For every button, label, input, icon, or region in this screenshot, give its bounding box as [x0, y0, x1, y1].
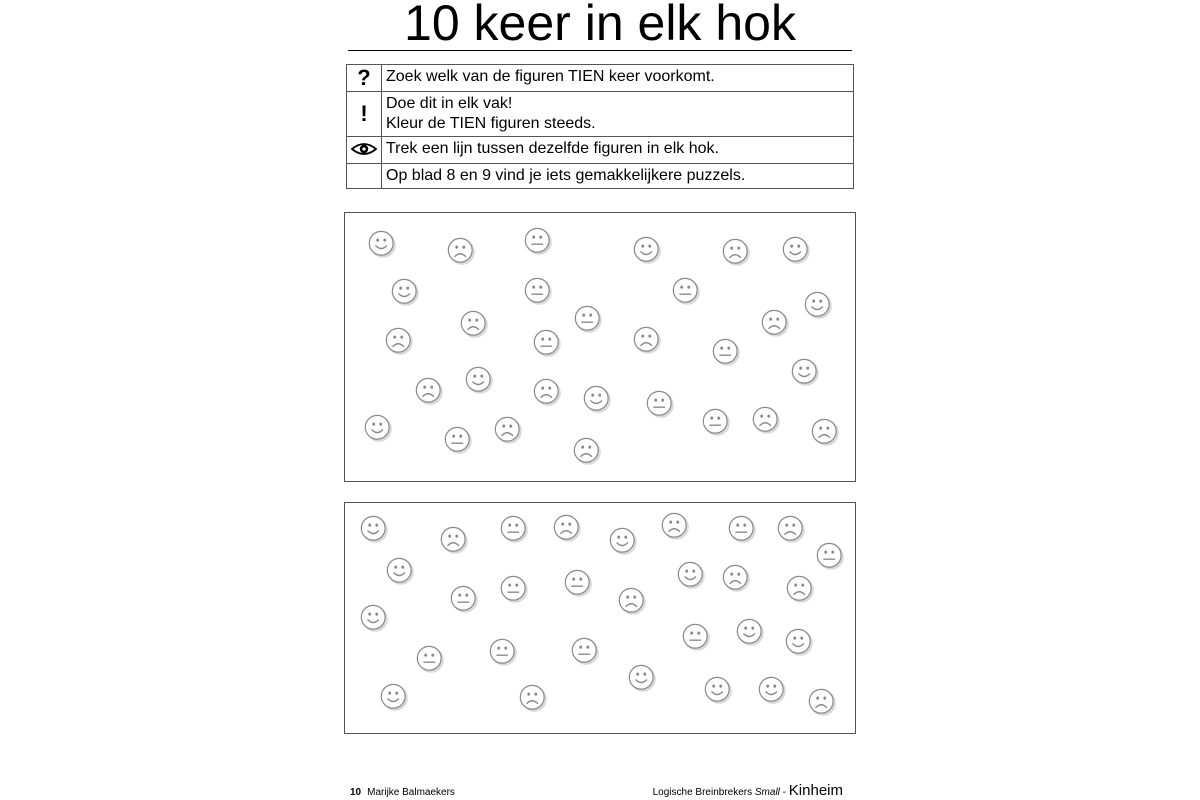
- instruction-row-eye: [347, 137, 854, 164]
- neutral-face-icon[interactable]: [702, 408, 732, 438]
- smile-face-icon[interactable]: [368, 230, 398, 260]
- smile-face-icon[interactable]: [360, 515, 390, 545]
- smile-face-icon[interactable]: [804, 291, 834, 321]
- instruction-row-question: [347, 65, 854, 92]
- puzzle-box-2[interactable]: [344, 502, 856, 734]
- smile-face-icon[interactable]: [380, 683, 410, 713]
- sad-face-icon[interactable]: [811, 418, 841, 448]
- sad-face-icon[interactable]: [447, 237, 477, 267]
- empty-cell: [347, 164, 382, 189]
- instructions-table: [346, 64, 854, 189]
- sad-face-icon[interactable]: [440, 526, 470, 556]
- sad-face-icon[interactable]: [533, 378, 563, 408]
- sad-face-icon[interactable]: [661, 512, 691, 542]
- instruction-row-exclamation: [347, 92, 854, 137]
- exclamation-mark-icon: !: [347, 92, 382, 137]
- sad-face-icon[interactable]: [777, 515, 807, 545]
- series-title: Logische Breinbrekers: [652, 787, 755, 798]
- series-title-italic: Small: [754, 787, 780, 798]
- smile-face-icon[interactable]: [677, 561, 707, 591]
- smile-face-icon[interactable]: [736, 618, 766, 648]
- page-number: 10: [350, 787, 362, 798]
- neutral-face-icon[interactable]: [416, 645, 446, 675]
- smile-face-icon[interactable]: [360, 604, 390, 634]
- neutral-face-icon[interactable]: [571, 637, 601, 667]
- smile-face-icon[interactable]: [465, 366, 495, 396]
- smile-face-icon[interactable]: [386, 557, 416, 587]
- smile-face-icon[interactable]: [758, 676, 788, 706]
- smile-face-icon[interactable]: [633, 236, 663, 266]
- sad-face-icon[interactable]: [618, 587, 648, 617]
- sad-face-icon[interactable]: [460, 310, 490, 340]
- neutral-face-icon[interactable]: [672, 277, 702, 307]
- neutral-face-icon[interactable]: [489, 638, 519, 668]
- instruction-text: Zoek welk van de figuren TIEN keer voorkomt.: [382, 65, 854, 92]
- eye-icon: [347, 137, 382, 164]
- neutral-face-icon[interactable]: [574, 305, 604, 335]
- neutral-face-icon[interactable]: [712, 338, 742, 368]
- neutral-face-icon[interactable]: [500, 515, 530, 545]
- smile-face-icon[interactable]: [791, 358, 821, 388]
- neutral-face-icon[interactable]: [444, 426, 474, 456]
- neutral-face-icon[interactable]: [450, 585, 480, 615]
- sad-face-icon[interactable]: [553, 514, 583, 544]
- smile-face-icon[interactable]: [391, 278, 421, 308]
- instruction-row-note: [347, 164, 854, 189]
- question-mark-icon: ?: [347, 65, 382, 92]
- neutral-face-icon[interactable]: [500, 575, 530, 605]
- neutral-face-icon[interactable]: [646, 390, 676, 420]
- smile-face-icon[interactable]: [628, 664, 658, 694]
- sad-face-icon[interactable]: [752, 406, 782, 436]
- footer-right: [653, 782, 843, 799]
- neutral-face-icon[interactable]: [682, 623, 712, 653]
- sad-face-icon[interactable]: [519, 684, 549, 714]
- sad-face-icon[interactable]: [761, 309, 791, 339]
- page-title: 10 keer in elk hok: [404, 0, 796, 51]
- sad-face-icon[interactable]: [573, 437, 603, 467]
- publisher-name: Kinheim: [788, 782, 843, 799]
- neutral-face-icon[interactable]: [564, 569, 594, 599]
- instruction-text: Op blad 8 en 9 vind je iets gemakkelijkere puzzels.: [382, 164, 854, 189]
- smile-face-icon[interactable]: [704, 676, 734, 706]
- title-underline: [348, 50, 852, 51]
- smile-face-icon[interactable]: [364, 414, 394, 444]
- sad-face-icon[interactable]: [415, 377, 445, 407]
- footer-left: [350, 787, 455, 798]
- author-name: Marijke Balmaekers: [367, 787, 455, 798]
- series-separator: -: [779, 787, 789, 798]
- sad-face-icon[interactable]: [786, 575, 816, 605]
- sad-face-icon[interactable]: [633, 326, 663, 356]
- smile-face-icon[interactable]: [609, 527, 639, 557]
- sad-face-icon[interactable]: [494, 416, 524, 446]
- neutral-face-icon[interactable]: [524, 277, 554, 307]
- sad-face-icon[interactable]: [722, 238, 752, 268]
- instruction-text: Trek een lijn tussen dezelfde figuren in elk hok.: [382, 137, 854, 164]
- smile-face-icon[interactable]: [785, 628, 815, 658]
- smile-face-icon[interactable]: [782, 236, 812, 266]
- neutral-face-icon[interactable]: [816, 542, 846, 572]
- smile-face-icon[interactable]: [583, 385, 613, 415]
- instruction-text: Doe dit in elk vak! Kleur de TIEN figuren steeds.: [382, 92, 854, 137]
- neutral-face-icon[interactable]: [728, 515, 758, 545]
- sad-face-icon[interactable]: [385, 327, 415, 357]
- sad-face-icon[interactable]: [722, 564, 752, 594]
- neutral-face-icon[interactable]: [533, 329, 563, 359]
- sad-face-icon[interactable]: [808, 688, 838, 718]
- neutral-face-icon[interactable]: [524, 227, 554, 257]
- puzzle-box-1[interactable]: [344, 212, 856, 482]
